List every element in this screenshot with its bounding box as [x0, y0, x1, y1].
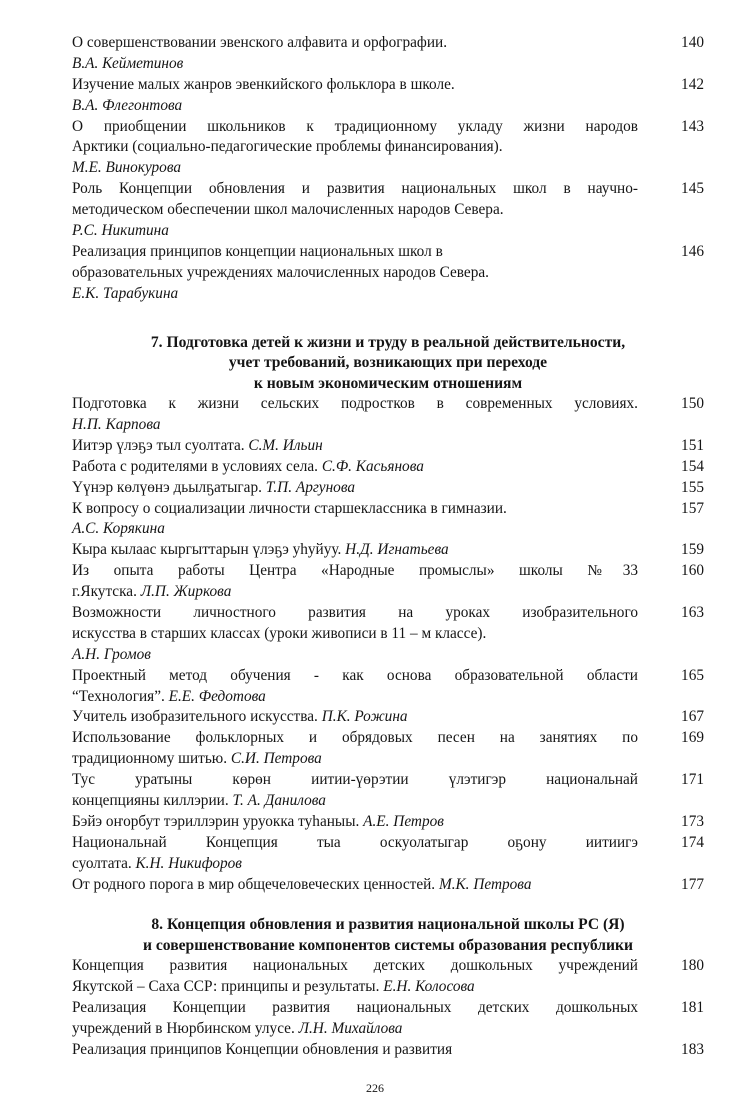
entry-text [72, 457, 638, 478]
entry-title: традиционному шитью. [72, 750, 231, 768]
entry-page-number: 154 [681, 457, 704, 475]
entry-title: Национальнай Концепция тыа оскуолатыгар оҕону иитиигэ [72, 833, 638, 851]
toc-entry-line [72, 998, 704, 1019]
toc-entry-line [72, 540, 704, 561]
toc-entry [72, 499, 704, 541]
entry-title: Бэйэ оҥорбут тэриллэрин уруокка туһаныы. [72, 812, 364, 830]
entry-title: Подготовка к жизни сельских подростков в современных условиях. [72, 395, 638, 413]
toc-entry [72, 394, 704, 436]
toc-entry-line [72, 749, 704, 770]
entry-author: С.И. Петрова [230, 750, 322, 768]
entry-page-number: 151 [681, 436, 704, 454]
toc-entry [72, 603, 704, 666]
entry-text [72, 998, 638, 1019]
toc-entry-line [72, 499, 704, 520]
entry-author: Е.Е. Федотова [168, 687, 266, 705]
entry-text [72, 96, 638, 117]
toc-entry-line [72, 687, 704, 708]
toc-entry-line [72, 603, 704, 624]
entry-title: Реализация Концепции развития национальных детских дошкольных [72, 999, 638, 1017]
entry-author: В.А. Кейметинов [72, 54, 184, 72]
entry-text [72, 624, 638, 645]
entry-page-number: 140 [681, 34, 704, 51]
toc-entry-line [72, 770, 704, 791]
entry-page-number: 171 [681, 771, 704, 789]
entry-text [72, 977, 638, 998]
toc-entry-line [72, 1019, 704, 1040]
entry-text [72, 1019, 638, 1040]
entry-title: Учитель изобразительного искусства. [72, 708, 322, 726]
entry-title: методическом обеспечении школ малочисленных народов Севера. [72, 201, 504, 219]
toc-entry-line [72, 415, 704, 436]
entry-page-number: 142 [681, 75, 704, 93]
entry-text [72, 284, 638, 305]
entry-text [72, 749, 638, 770]
entry-author: С.М. Ильин [248, 436, 323, 454]
section-heading: учет требований, возникающих при переходе [228, 354, 548, 372]
entry-title: К вопросу о социализации личности старшеклассника в гимназии. [72, 499, 507, 517]
entry-title: Использование фольклорных и обрядовых песен на занятиях по [72, 729, 638, 747]
section-heading: 7. Подготовка детей к жизни и труду в реальной действительности, [150, 333, 626, 351]
toc-entry [72, 242, 704, 305]
toc-entry [72, 75, 704, 117]
toc-entry [72, 179, 704, 242]
toc-entry-line [72, 875, 704, 896]
toc-entry-line [72, 158, 704, 179]
entry-page-number: 177 [681, 875, 704, 893]
entry-title: Из опыта работы Центра «Народные промыслы» школы №33 [72, 562, 638, 580]
entry-page-number: 180 [681, 957, 704, 975]
entry-page-number: 146 [681, 242, 704, 260]
entry-page-number: 169 [681, 729, 704, 747]
entry-author: С.Ф. Касьянова [321, 457, 424, 475]
toc-entry [72, 478, 704, 499]
toc-entry-line [72, 179, 704, 200]
entry-author: А.Е. Петров [363, 812, 444, 830]
toc-entry-line [72, 242, 704, 263]
entry-author: Е.К. Тарабукина [72, 284, 179, 302]
entry-text [72, 1040, 638, 1061]
entry-text [72, 54, 638, 75]
toc-entry-line [72, 137, 704, 158]
table-of-contents [72, 33, 704, 1061]
entry-text [72, 791, 638, 812]
toc-entry [72, 1040, 704, 1061]
toc-entry [72, 833, 704, 875]
entry-title: образовательных учреждениях малочисленных народов Севера. [72, 263, 489, 281]
entry-text [72, 394, 638, 415]
toc-entry-line [72, 624, 704, 645]
toc-entry [72, 956, 704, 998]
toc-entry-line [72, 854, 704, 875]
toc-entry [72, 875, 704, 896]
toc-entry-line [72, 457, 704, 478]
toc-entry [72, 561, 704, 603]
entry-title: “Технология”. [72, 687, 169, 705]
entry-text [72, 436, 638, 457]
toc-entry [72, 666, 704, 708]
toc-entry [72, 770, 704, 812]
toc-entry-line [72, 791, 704, 812]
entry-page-number: 173 [681, 812, 704, 830]
entry-author: Е.Н. Колосова [383, 978, 475, 996]
toc-entry-line [72, 394, 704, 415]
entry-text [72, 33, 638, 54]
toc-entry [72, 728, 704, 770]
entry-text [72, 707, 638, 728]
entry-title: Роль Концепции обновления и развития национальных школ в научно- [72, 180, 638, 198]
toc-entry-line [72, 33, 704, 54]
entry-page-number: 181 [681, 999, 704, 1017]
toc-entry [72, 33, 704, 75]
entry-title: концепцияны киллэрии. [72, 792, 233, 809]
entry-text [72, 770, 638, 791]
toc-entry-line [72, 200, 704, 221]
entry-title: Якутской – Саха ССР: принципы и результаты. [72, 978, 384, 996]
entry-text [72, 263, 638, 284]
entry-title: Арктики (социально-педагогические проблемы финансирования). [72, 138, 503, 156]
entry-author: М.Е. Винокурова [72, 159, 182, 177]
entry-page-number: 165 [681, 666, 704, 684]
toc-entry-line [72, 117, 704, 138]
entry-text [72, 728, 638, 749]
entry-text [72, 415, 638, 436]
entry-text [72, 179, 638, 200]
entry-author: Т. А. Данилова [232, 792, 326, 809]
entry-text [72, 499, 638, 520]
toc-entry-line [72, 666, 704, 687]
entry-title: Кыра кылаас кыргыттарын үлэҕэ уһуйуу. [72, 541, 346, 559]
entry-title: Проектный метод обучения - как основа образовательной области [72, 666, 638, 684]
entry-text [72, 519, 638, 540]
entry-title: Концепция развития национальных детских дошкольных учреждений [72, 957, 638, 975]
entry-text [72, 854, 638, 875]
section-heading: и совершенствование компонентов системы образования республики [142, 936, 634, 954]
entry-title: От родного порога в мир общечеловеческих ценностей. [72, 875, 439, 893]
entry-title: искусства в старших классах (уроки живописи в 11 – м классе). [72, 624, 487, 642]
entry-page-number: 167 [681, 708, 704, 726]
entry-text [72, 561, 638, 582]
toc-entry [72, 117, 704, 180]
entry-text [72, 478, 638, 499]
entry-text [72, 200, 638, 221]
entry-page-number: 159 [681, 541, 704, 559]
entry-author: Н.П. Карпова [72, 415, 161, 433]
entry-author: К.Н. Никифоров [135, 854, 242, 872]
entry-text [72, 645, 638, 666]
entry-title: Возможности личностного развития на уроках изобразительного [72, 603, 638, 621]
entry-title: Иитэр үлэҕэ тыл суолтата. [72, 436, 249, 454]
entry-title: Изучение малых жанров эвенкийского фольклора в школе. [72, 75, 455, 93]
toc-entry-line [72, 96, 704, 117]
toc-entry-line [72, 221, 704, 242]
entry-text [72, 117, 638, 138]
entry-author: М.К. Петрова [438, 875, 532, 893]
toc-entry-line [72, 582, 704, 603]
toc-entry-line [72, 54, 704, 75]
toc-entry-line [72, 284, 704, 305]
entry-title: О совершенствовании эвенского алфавита и орфографии. [72, 34, 448, 51]
toc-entry-line [72, 75, 704, 96]
entry-text [72, 666, 638, 687]
entry-text [72, 582, 638, 603]
entry-text [72, 833, 638, 854]
toc-entry-line [72, 519, 704, 540]
toc-entry-line [72, 833, 704, 854]
toc-entry-line [72, 977, 704, 998]
entry-text [72, 956, 638, 977]
entry-page-number: 183 [681, 1041, 704, 1059]
entry-text [72, 137, 638, 158]
entry-page-number: 157 [681, 499, 704, 517]
entry-text [72, 75, 638, 96]
entry-page-number: 155 [681, 478, 704, 496]
entry-text [72, 242, 638, 263]
toc-entry-line [72, 707, 704, 728]
entry-text [72, 812, 638, 833]
toc-entry-line [72, 1040, 704, 1061]
section-heading: к новым экономическим отношениям [253, 374, 523, 392]
toc-entry-line [72, 561, 704, 582]
entry-title: суолтата. [72, 854, 136, 872]
entry-text [72, 603, 638, 624]
toc-entry-line [72, 263, 704, 284]
toc-entry [72, 540, 704, 561]
entry-author: Т.П. Аргунова [265, 478, 356, 496]
toc-entry [72, 436, 704, 457]
entry-author: Н.Д. Игнатьева [345, 541, 449, 559]
entry-title: Үүнэр көлүөнэ дьылҕатыгар. [72, 478, 266, 496]
section-heading: 8. Концепция обновления и развития национальной школы РС (Я) [151, 916, 625, 934]
entry-title: Тус уратыны көрөн иитии-үөрэтии үлэтигэр национальнай [72, 771, 638, 789]
entry-author: Л.П. Жиркова [140, 583, 232, 601]
entry-text [72, 158, 638, 179]
toc-entry-line [72, 645, 704, 666]
toc-entry [72, 707, 704, 728]
entry-page-number: 145 [681, 180, 704, 198]
entry-author: А.Н. Громов [72, 645, 151, 663]
entry-author: Р.С. Никитина [72, 222, 169, 240]
entry-author: В.А. Флегонтова [72, 96, 183, 114]
toc-entry-line [72, 478, 704, 499]
entry-title: г.Якутска. [72, 583, 141, 601]
toc-entry-line [72, 812, 704, 833]
entry-title: О приобщении школьников к традиционному укладу жизни народов [72, 117, 638, 135]
entry-text [72, 687, 638, 708]
entry-title: Реализация принципов Концепции обновления и развития [72, 1041, 453, 1059]
entry-title: Реализация принципов концепции национальных школ в [72, 242, 443, 260]
entry-text [72, 221, 638, 242]
toc-entry [72, 998, 704, 1040]
entry-page-number: 174 [681, 833, 704, 851]
toc-entry-line [72, 956, 704, 977]
entry-author: Л.Н. Михайлова [298, 1020, 403, 1038]
toc-entry-line [72, 436, 704, 457]
entry-page-number: 163 [681, 603, 704, 621]
entry-page-number: 143 [681, 117, 704, 135]
toc-entry-line [72, 728, 704, 749]
entry-author: А.С. Корякина [72, 520, 165, 538]
entry-text [72, 540, 638, 561]
entry-author: П.К. Рожина [321, 708, 408, 726]
entry-title: Работа с родителями в условиях села. [72, 457, 322, 475]
toc-entry [72, 812, 704, 833]
toc-entry [72, 457, 704, 478]
entry-page-number: 160 [681, 562, 704, 580]
entry-text [72, 875, 638, 896]
page-number: 226 [366, 1081, 384, 1095]
entry-title: учреждений в Нюрбинском улусе. [72, 1020, 299, 1038]
entry-page-number: 150 [681, 395, 704, 413]
